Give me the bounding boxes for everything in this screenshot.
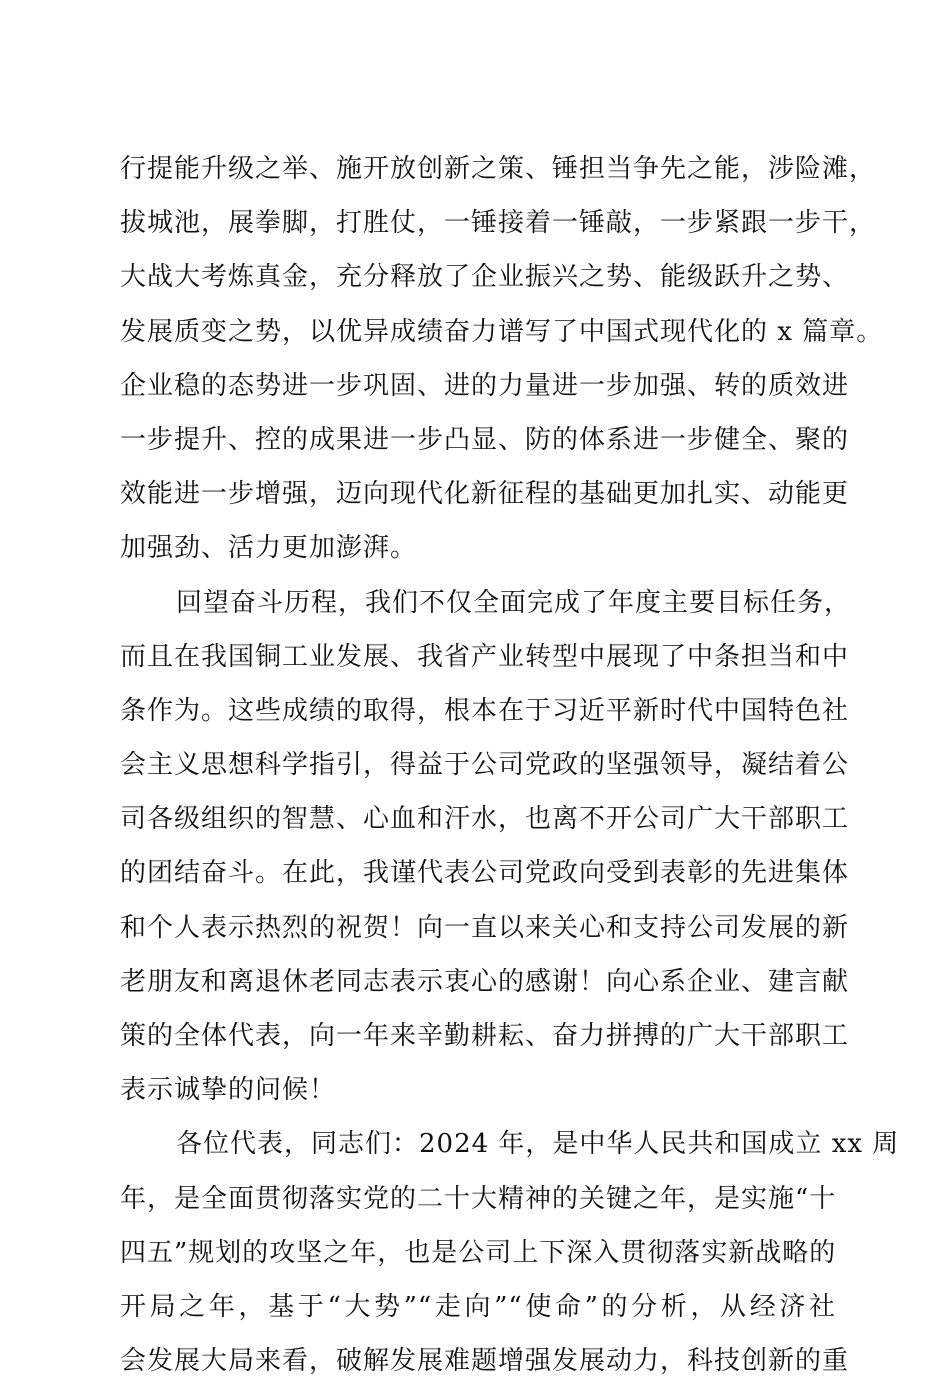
text-line: 的团结奋斗。在此，我谨代表公司党政向受到表彰的先进集体 bbox=[120, 858, 850, 889]
body-text bbox=[120, 142, 900, 1388]
text-line: 表示诚挚的问候！ bbox=[120, 1075, 337, 1106]
text-line: 老朋友和离退休老同志表示衷心的感谢！向心系企业、建言献 bbox=[120, 966, 850, 997]
text-line: 加强劲、活力更加澎湃。 bbox=[120, 533, 418, 564]
text-line: 会发展大局来看，破解发展难题增强发展动力，科技创新的重 bbox=[120, 1346, 850, 1377]
text-line: 大战大考炼真金，充分释放了企业振兴之势、能级跃升之势、 bbox=[120, 262, 850, 293]
text-line: 回望奋斗历程，我们不仅全面完成了年度主要目标任务， bbox=[176, 587, 852, 618]
text-line: 企业稳的态势进一步巩固、进的力量进一步加强、转的质效进 bbox=[120, 370, 850, 401]
text-line: 四五”规划的攻坚之年，也是公司上下深入贯彻落实新战略的 bbox=[120, 1237, 837, 1268]
text-line: 一步提升、控的成果进一步凸显、防的体系进一步健全、聚的 bbox=[120, 424, 850, 455]
paragraph-2 bbox=[120, 576, 852, 1118]
text-line: 开局之年，基于“大势”“走向”“使命”的分析，从经济社 bbox=[120, 1291, 836, 1322]
text-line: 条作为。这些成绩的取得，根本在于习近平新时代中国特色社 bbox=[120, 695, 850, 726]
text-line: 会主义思想科学指引，得益于公司党政的坚强领导，凝结着公 bbox=[120, 750, 850, 781]
text-line: 发展质变之势，以优异成绩奋力谱写了中国式现代化的 x 篇章。 bbox=[120, 316, 884, 347]
text-line: 行提能升级之举、施开放创新之策、锤担当争先之能，涉险滩， bbox=[120, 154, 877, 184]
text-line: 和个人表示热烈的祝贺！向一直以来关心和支持公司发展的新 bbox=[120, 912, 850, 943]
text-line: 年，是全面贯彻落实党的二十大精神的关键之年，是实施“十 bbox=[120, 1183, 837, 1214]
text-line: 拔城池，展拳脚，打胜仗，一锤接着一锤敲，一步紧跟一步干， bbox=[120, 208, 877, 239]
paragraph-1 bbox=[120, 142, 884, 576]
text-line: 策的全体代表，向一年来辛勤耕耘、奋力拼搏的广大干部职工 bbox=[120, 1021, 850, 1051]
text-line: 各位代表，同志们：2024 年，是中华人民共和国成立 xx 周 bbox=[176, 1129, 900, 1160]
paragraph-3 bbox=[120, 1117, 900, 1388]
text-line: 效能进一步增强，迈向现代化新征程的基础更加扎实、动能更 bbox=[120, 479, 850, 510]
text-line: 司各级组织的智慧、心血和汗水，也离不开公司广大干部职工 bbox=[120, 804, 850, 835]
text-line: 而且在我国铜工业发展、我省产业转型中展现了中条担当和中 bbox=[120, 641, 850, 672]
